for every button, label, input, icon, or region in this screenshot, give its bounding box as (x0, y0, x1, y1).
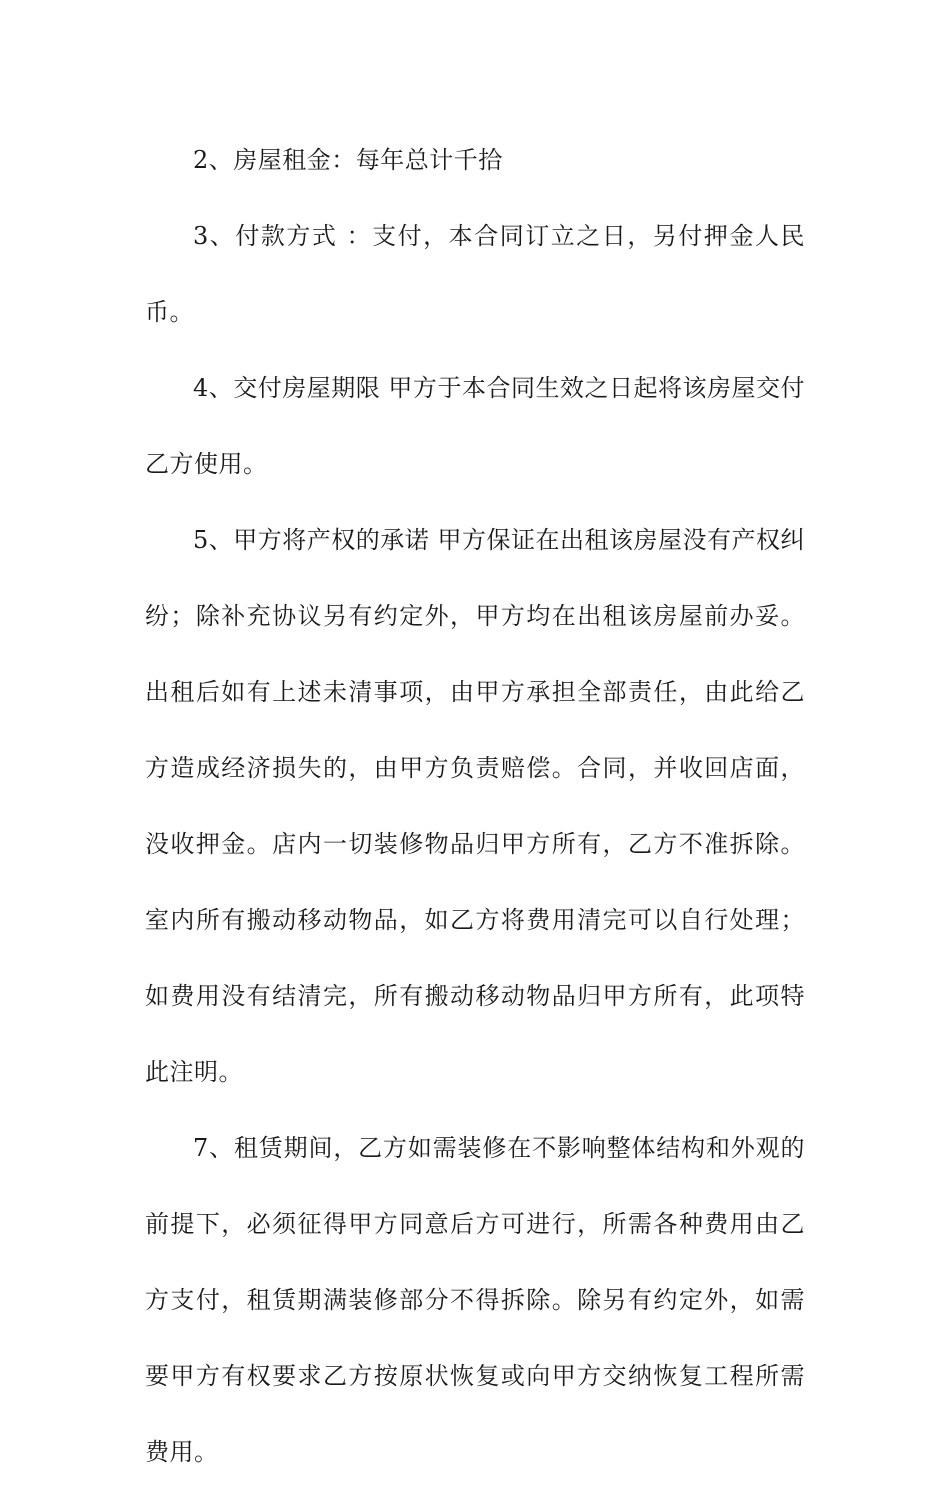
paragraph-rent: 2、房屋租金：每年总计千拾 (193, 146, 503, 174)
document-body (145, 122, 805, 1490)
paragraph-delivery-period: 4、交付房屋期限 甲方于本合同生效之日起将该房屋交付乙方使用。 (145, 374, 805, 478)
paragraph-renovation: 7、租赁期间，乙方如需装修在不影响整体结构和外观的前提下，必须征得甲方同意后方可进行，所需各种费用由乙方支付，租赁期满装修部分不得拆除。除另有约定外，如需要甲方有权要求乙方按原状恢复或向甲方交纳恢复工程所需费用。 (145, 1134, 805, 1466)
paragraph-property-rights: 5、甲方将产权的承诺 甲方保证在出租该房屋没有产权纠纷；除补充协议另有约定外，甲方均在出租该房屋前办妥。出租后如有上述未清事项，由甲方承担全部责任，由此给乙方造成经济损失的，由甲方负责赔偿。合同，并收回店面，没收押金。店内一切装修物品归甲方所有，乙方不准拆除。室内所有搬动移动物品，如乙方将费用清完可以自行处理；如费用没有结清完，所有搬动移动物品归甲方所有，此项特此注明。 (145, 526, 805, 1086)
paragraph-payment-method: 3、付款方式 ：支付，本合同订立之日，另付押金人民币。 (145, 222, 805, 326)
